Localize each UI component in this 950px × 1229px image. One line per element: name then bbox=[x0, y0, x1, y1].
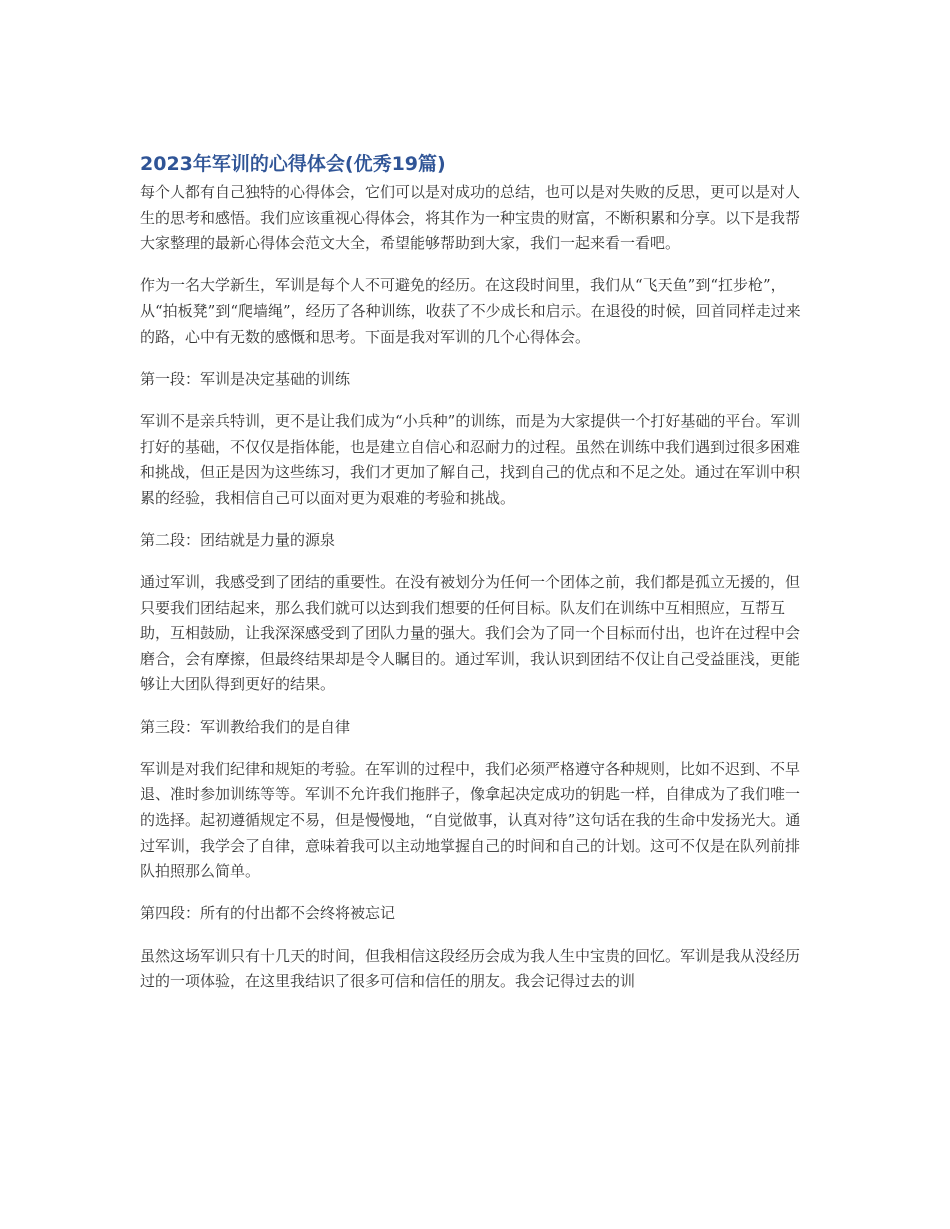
document-page bbox=[140, 150, 810, 1011]
intro-paragraph: 每个人都有自己独特的心得体会，它们可以是对成功的总结，也可以是对失败的反思，更可以是对人生的思考和感悟。我们应该重视心得体会，将其作为一种宝贵的财富，不断积累和分享。以下是我帮大家整理的最新心得体会范文大全，希望能够帮助到大家，我们一起来看一看吧。 bbox=[140, 183, 801, 253]
section-1-body: 军训不是亲兵特训，更不是让我们成为“小兵种”的训练，而是为大家提供一个打好基础的平台。军训打好的基础，不仅仅是指体能，也是建立自信心和忍耐力的过程。虽然在训练中我们遇到过很多困难和挑战，但正是因为这些练习，我们才更加了解自己，找到自己的优点和不足之处。通过在军训中积累的经验，我相信自己可以面对更为艰难的考验和挑战。 bbox=[140, 411, 801, 507]
section-2-body: 通过军训，我感受到了团结的重要性。在没有被划分为任何一个团体之前，我们都是孤立无援的，但只要我们团结起来，那么我们就可以达到我们想要的任何目标。队友们在训练中互相照应，互帮互助，互相鼓励，让我深深感受到了团队力量的强大。我们会为了同一个目标而付出，也许在过程中会磨合，会有摩擦，但最终结果却是令人瞩目的。通过军训，我认识到团结不仅让自己受益匪浅，更能够让大团队得到更好的结果。 bbox=[140, 573, 801, 694]
document-title: 2023年军训的心得体会(优秀19篇) bbox=[140, 153, 446, 175]
section-1-heading: 第一段：军训是决定基础的训练 bbox=[140, 369, 351, 388]
opening-paragraph: 作为一名大学新生，军训是每个人不可避免的经历。在这段时间里，我们从“飞天鱼”到“扛步枪”，从“拍板凳”到“爬墙绳”，经历了各种训练，收获了不少成长和启示。在退役的时候，回首同样走过来的路，心中有无数的感慨和思考。下面是我对军训的几个心得体会。 bbox=[140, 276, 801, 346]
section-4-heading: 第四段：所有的付出都不会终将被忘记 bbox=[140, 904, 396, 923]
section-2-heading: 第二段：团结就是力量的源泉 bbox=[140, 530, 336, 549]
section-3-body: 军训是对我们纪律和规矩的考验。在军训的过程中，我们必须严格遵守各种规则，比如不迟到、不早退、准时参加训练等等。军训不允许我们拖胖子，像拿起决定成功的钥匙一样，自律成为了我们唯一的选择。起初遵循规定不易，但是慢慢地，“自觉做事，认真对待”这句话在我的生命中发扬光大。通过军训，我学会了自律，意味着我可以主动地掌握自己的时间和自己的计划。这可不仅是在队列前排队拍照那么简单。 bbox=[140, 759, 801, 881]
section-3-heading: 第三段：军训教给我们的是自律 bbox=[140, 717, 351, 736]
section-4-body: 虽然这场军训只有十几天的时间，但我相信这段经历会成为我人生中宝贵的回忆。军训是我从没经历过的一项体验，在这里我结识了很多可信和信任的朋友。我会记得过去的训 bbox=[140, 946, 801, 991]
